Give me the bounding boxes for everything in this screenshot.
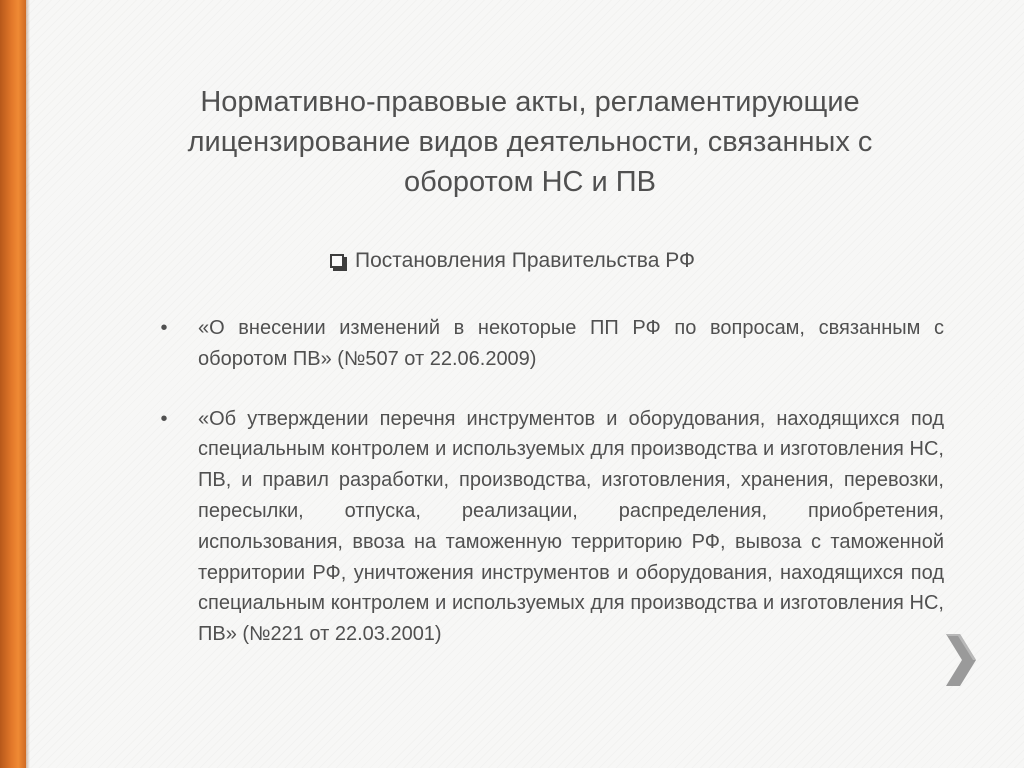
subtitle-text: Постановления Правительства РФ (355, 249, 695, 272)
chevron-right-icon[interactable] (940, 628, 980, 692)
bullet-list (158, 313, 944, 650)
list-item-text: «О внесении изменений в некоторые ПП РФ по вопросам, связанным с оборотом ПВ» (№507 от 22.06.2009) (198, 317, 944, 370)
accent-side-bar-shadow (26, 0, 30, 768)
bullet-marker: • (160, 407, 168, 430)
list-item-text: «Об утверждении перечня инструментов и оборудования, находящихся под специальным контролем и используемых для производства и изготовления НС, ПВ, и правил разработки, производства, изготовления, хранения, перевозки, пересылки, отпуска, реализации, распределения, приобретения, использования, ввоза на таможенную территорию РФ, вывоза с таможенной территории РФ, уничтожения инструментов и оборудования, находящихся под специальным контролем и используемых для производства и изготовления НС, ПВ» (№221 от 22.03.2001) (198, 407, 944, 646)
bullet-marker: • (160, 317, 168, 339)
slide-subtitle (330, 246, 695, 276)
list-item (158, 404, 944, 650)
slide-title: Нормативно-правовые акты, регламентирующие лицензирование видов деятельности, связанных с оборотом НС и ПВ (187, 86, 873, 198)
accent-side-bar (0, 0, 26, 768)
list-item (158, 313, 944, 375)
checkbox-icon (330, 254, 344, 268)
